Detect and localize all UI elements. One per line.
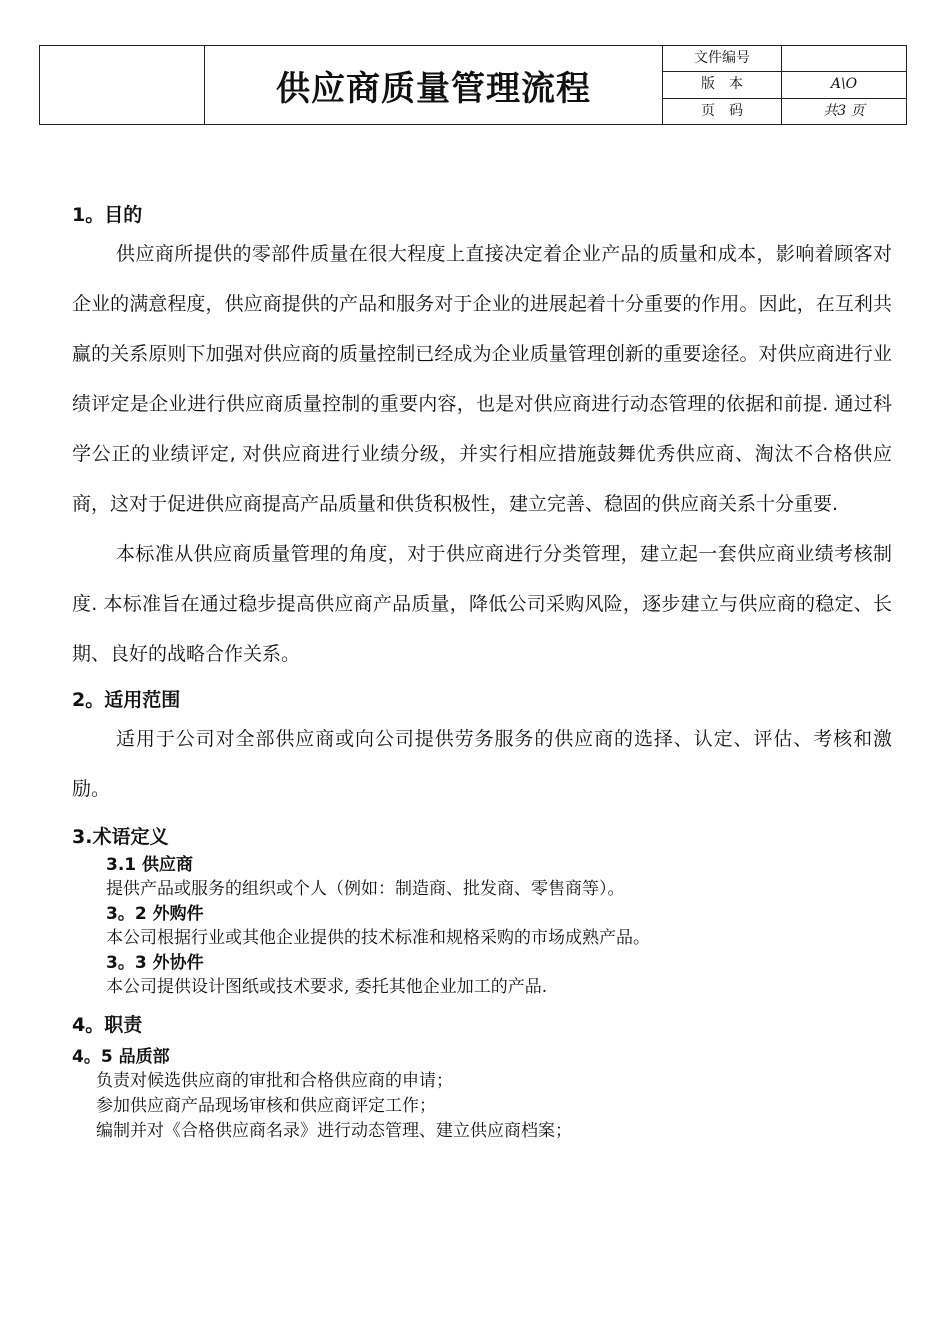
duties-subheading: 4。5 品质部	[72, 1047, 170, 1067]
term-definition: 本公司根据行业或其他企业提供的技术标准和规格采购的市场成熟产品。	[106, 928, 650, 948]
paragraph: 供应商所提供的零部件质量在很大程度上直接决定着企业产品的质量和成本，影响着顾客对企业的满意程度，供应商提供的产品和服务对于企业的进展起着十分重要的作用。因此，在互利共赢的关系原则下加强对供应商的质量控制已经成为企业质量管理创新的重要途径。对供应商进行业绩评定是企业进行供应商质量控制的重要内容，也是对供应商进行动态管理的依据和前提. 通过科学公正的业绩评定, 对供应商进行业绩分级，并实行相应措施鼓舞优秀供应商、淘汰不合格供应商，这对于促进供应商提高产品质量和供货积极性，建立完善、稳固的供应商关系十分重要.	[72, 243, 892, 515]
meta-label: 文件编号	[663, 46, 782, 71]
duty-item: 负责对候选供应商的审批和合格供应商的申请；	[96, 1071, 453, 1091]
meta-label: 页 码	[663, 99, 782, 124]
term-heading: 3.1 供应商	[106, 855, 194, 875]
meta-row-version	[663, 72, 906, 98]
term-definition: 本公司提供设计图纸或技术要求, 委托其他企业加工的产品.	[106, 977, 548, 997]
document-meta-table	[663, 46, 906, 124]
term-definition: 提供产品或服务的组织或个人（例如：制造商、批发商、零售商等）。	[106, 879, 625, 899]
document-title: 供应商质量管理流程	[205, 46, 663, 124]
meta-value: 共3 页	[823, 102, 865, 119]
meta-row-page	[663, 99, 906, 124]
meta-row-file-number	[663, 46, 906, 72]
paragraph: 适用于公司对全部供应商或向公司提供劳务服务的供应商的选择、认定、评估、考核和激励。	[72, 728, 892, 800]
duty-item: 参加供应商产品现场审核和供应商评定工作；	[96, 1096, 436, 1116]
term-heading: 3。2 外购件	[106, 904, 204, 924]
duty-item: 编制并对《合格供应商名录》进行动态管理、建立供应商档案；	[96, 1121, 572, 1141]
section-heading-terms: 3.术语定义	[72, 826, 169, 848]
meta-value	[782, 46, 906, 71]
logo-cell	[40, 46, 205, 124]
paragraph: 本标准从供应商质量管理的角度，对于供应商进行分类管理，建立起一套供应商业绩考核制度. 本标准旨在通过稳步提高供应商产品质量，降低公司采购风险，逐步建立与供应商的稳定、长期、良好的战略合作关系。	[72, 543, 892, 665]
term-heading: 3。3 外协件	[106, 953, 204, 973]
meta-label: 版 本	[663, 72, 782, 97]
document-body	[72, 200, 892, 1144]
section-heading-purpose: 1。目的	[72, 204, 143, 226]
meta-value: A\O	[830, 76, 858, 93]
section-heading-duties: 4。职责	[72, 1014, 143, 1036]
section-heading-scope: 2。适用范围	[72, 689, 181, 711]
document-header	[39, 45, 907, 125]
